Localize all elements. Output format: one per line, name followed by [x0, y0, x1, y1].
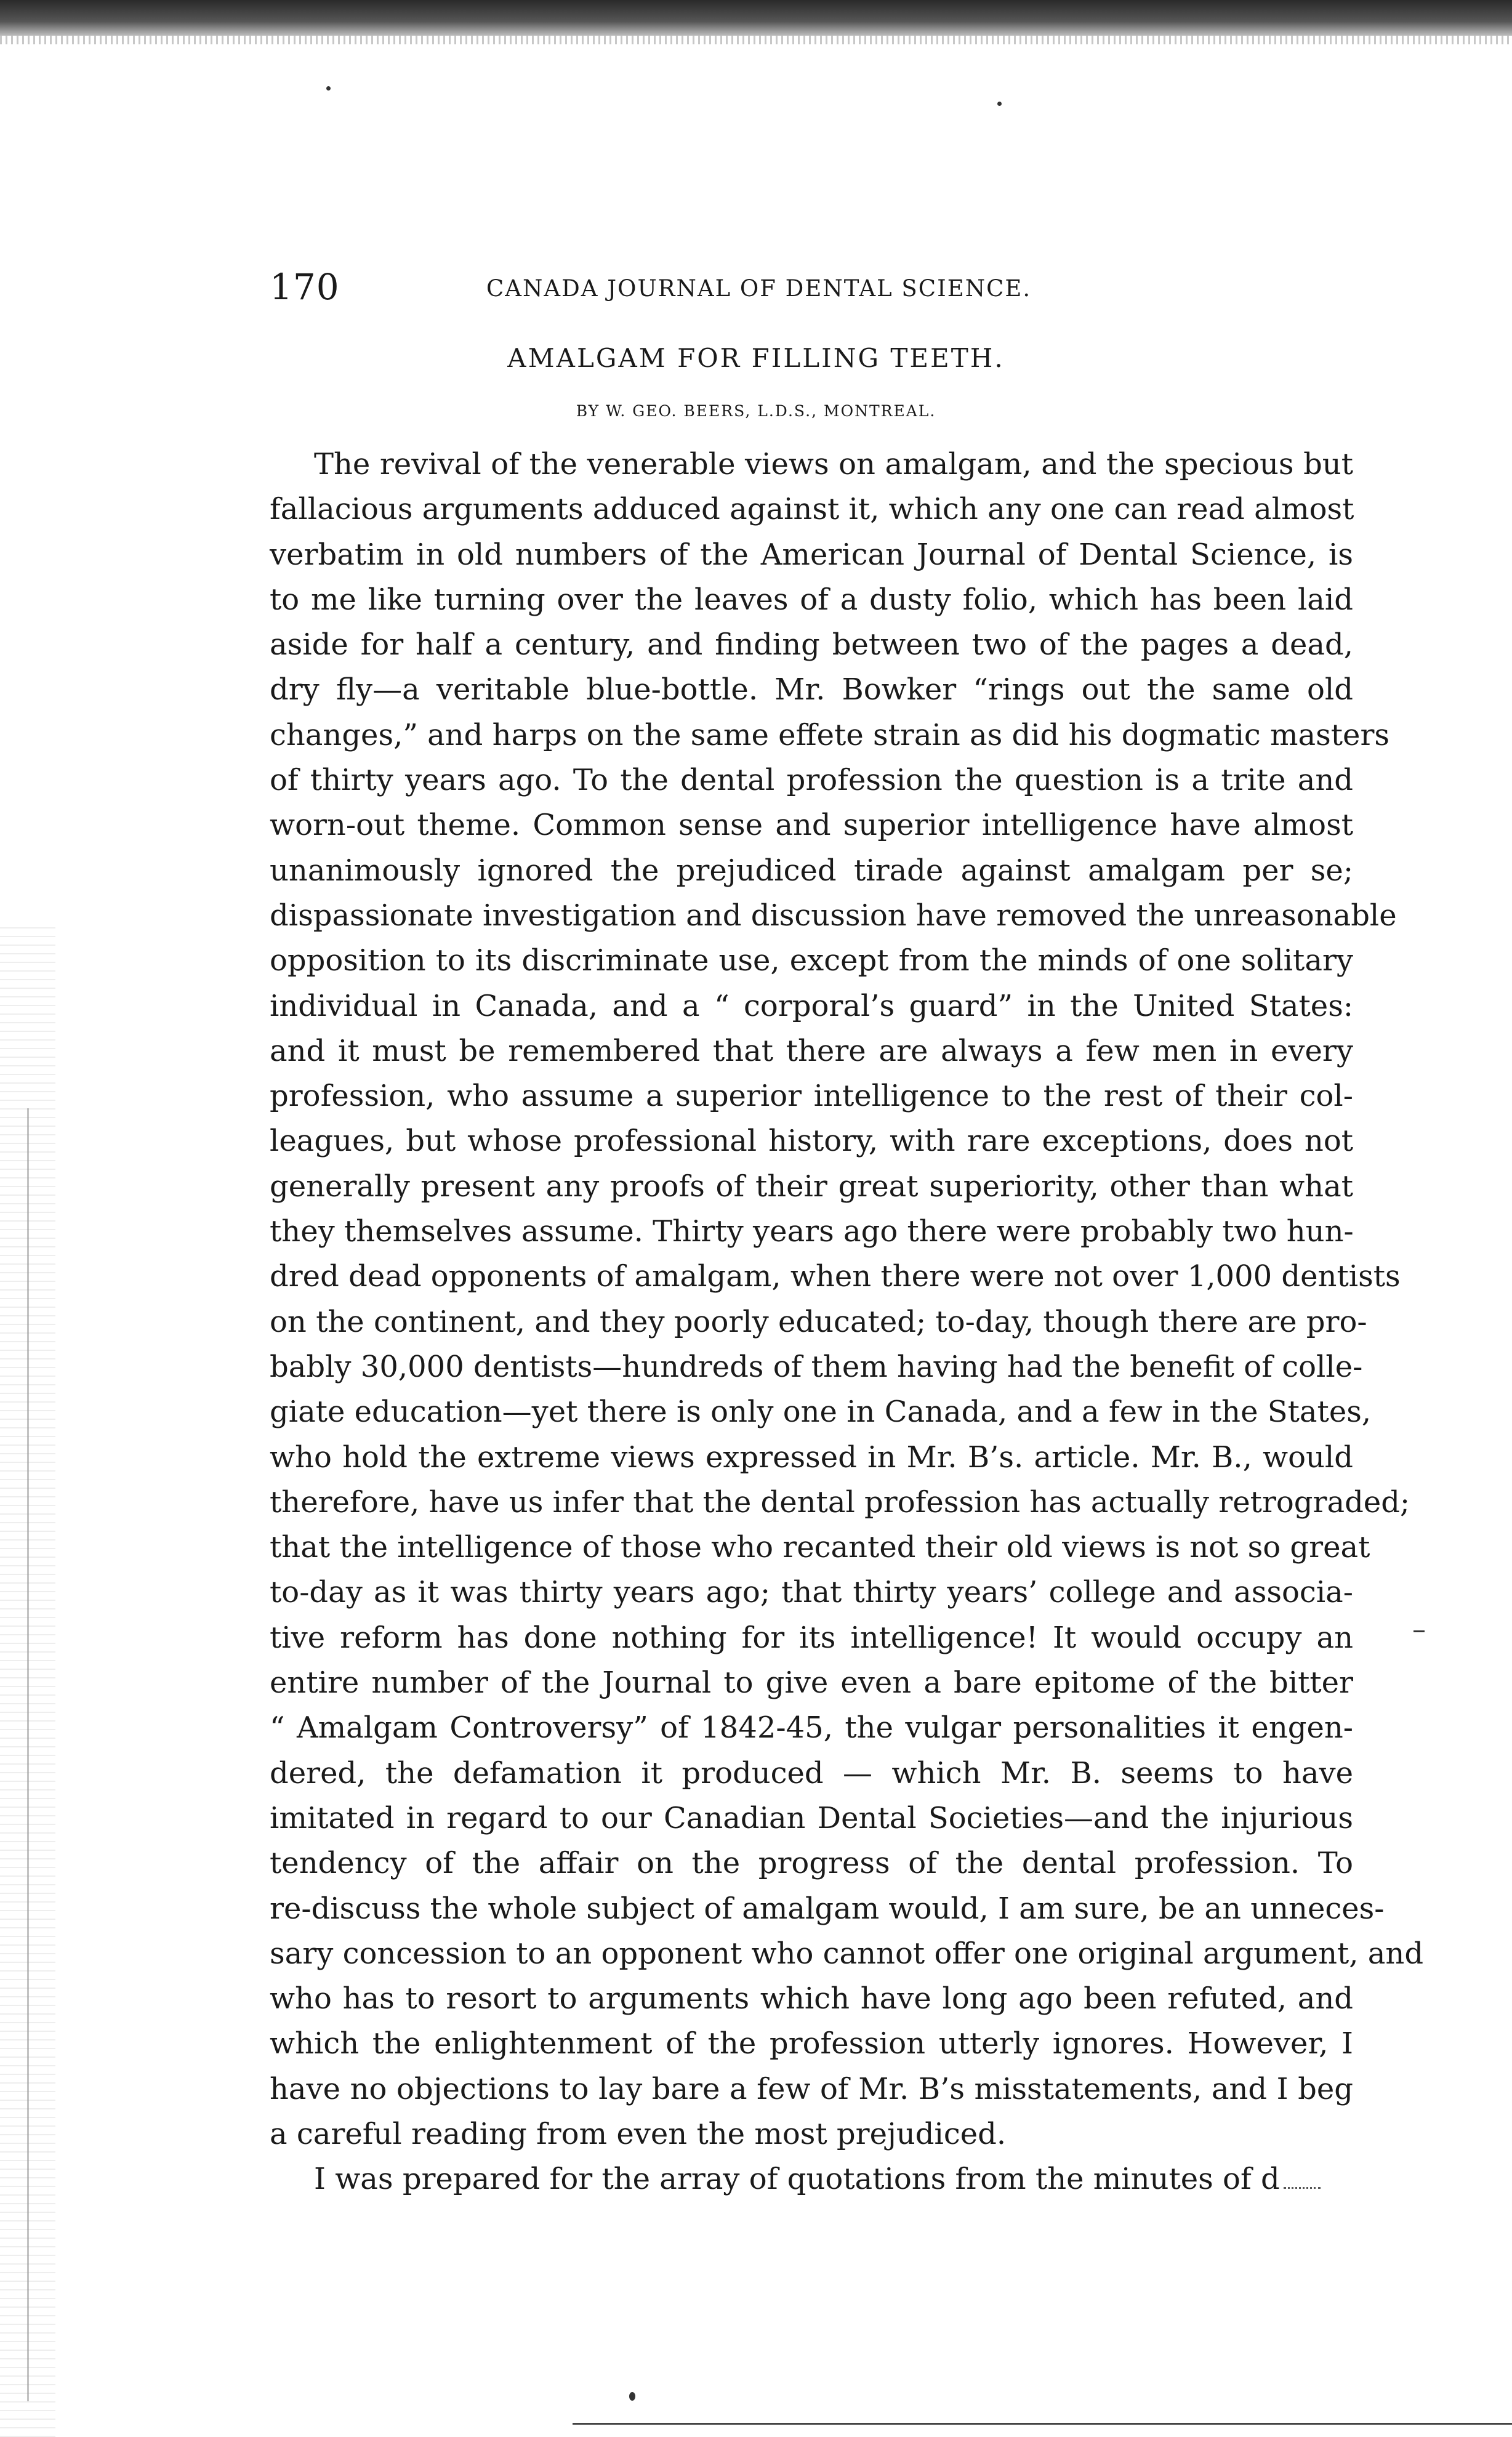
- text-line: tive reform has done nothing for its intelligence! It would occupy an: [270, 1620, 1353, 1655]
- text-line: profession, who assume a superior intelligence to the rest of their col-: [270, 1079, 1353, 1114]
- running-head: CANADA JOURNAL OF DENTAL SCIENCE.: [486, 275, 1032, 302]
- text-line: dispassionate investigation and discussion have removed the unreasonable: [270, 898, 1397, 933]
- text-line: a careful reading from even the most prejudiced.: [270, 2116, 1007, 2151]
- article-body: [270, 442, 1424, 2202]
- text-line: they themselves assume. Thirty years ago there were probably two hun-: [270, 1214, 1354, 1249]
- text-line: have no objections to lay bare a few of Mr. B’s misstatements, and I beg: [270, 2071, 1353, 2106]
- text-line: bably 30,000 dentists—hundreds of them having had the benefit of colle-: [270, 1349, 1363, 1384]
- article-byline: BY W. GEO. BEERS, L.D.S., MONTREAL.: [576, 402, 936, 420]
- text-line: giate education—yet there is only one in Canada, and a few in the States,: [270, 1395, 1372, 1430]
- scan-top-band: [0, 0, 1512, 36]
- text-line: that the intelligence of those who recanted their old views is not so great: [270, 1530, 1370, 1565]
- text-line: worn-out theme. Common sense and superior intelligence have almost: [270, 808, 1353, 843]
- text-line: The revival of the venerable views on amalgam, and the specious but: [314, 447, 1353, 481]
- text-line: tendency of the affair on the progress of the dental profession. To: [270, 1846, 1353, 1881]
- scan-speck: [326, 86, 331, 91]
- text-line: which the enlightenment of the profession utterly ignores. However, I: [270, 2026, 1353, 2061]
- text-line: “ Amalgam Controversy” of 1842-45, the vulgar personalities it engen-: [270, 1710, 1353, 1746]
- text-line-truncated: [270, 2157, 1353, 2202]
- illegible-tail-mark: [1284, 2169, 1321, 2189]
- text-line: re-discuss the whole subject of amalgam would, I am sure, be an unneces-: [270, 1891, 1385, 1926]
- text-line: and it must be remembered that there are always a few men in every: [270, 1033, 1353, 1068]
- scan-speck: [629, 2392, 635, 2401]
- text-line: individual in Canada, and a “ corporal’s guard” in the United States:: [270, 988, 1353, 1023]
- text-line: fallacious arguments adduced against it, which any one can read almost: [270, 492, 1354, 527]
- scan-bottom-rule: [573, 2423, 1512, 2425]
- scan-left-line: [27, 1108, 29, 2401]
- text-line: dered, the defamation it produced — which Mr. B. seems to have: [270, 1755, 1353, 1790]
- text-line: to-day as it was thirty years ago; that thirty years’ college and associa-: [270, 1575, 1353, 1610]
- text-line: who has to resort to arguments which have long ago been refuted, and: [270, 1981, 1353, 2016]
- scan-speck: [1413, 1630, 1425, 1632]
- text-line: dry fly—a veritable blue-bottle. Mr. Bowker “rings out the same old: [270, 672, 1353, 707]
- text-line: imitated in regard to our Canadian Dental Societies—and the injurious: [270, 1800, 1353, 1835]
- text-line-truncated-text: I was prepared for the array of quotations from the minutes of d: [314, 2162, 1280, 2197]
- text-line: entire number of the Journal to give even a bare epitome of the bitter: [270, 1666, 1353, 1701]
- text-line: aside for half a century, and finding between two of the pages a dead,: [270, 627, 1353, 663]
- page-number: 170: [270, 266, 340, 308]
- text-line: generally present any proofs of their great superiority, other than what: [270, 1169, 1353, 1204]
- text-line: on the continent, and they poorly educated; to-day, though there are pro-: [270, 1304, 1367, 1339]
- scan-top-band-edge: [0, 36, 1512, 44]
- article-title: AMALGAM FOR FILLING TEETH.: [507, 343, 1005, 373]
- text-line: verbatim in old numbers of the American Journal of Dental Science, is: [270, 537, 1353, 572]
- text-line: sary concession to an opponent who cannot offer one original argument, and: [270, 1936, 1424, 1971]
- text-line: to me like turning over the leaves of a dusty folio, which has been laid: [270, 582, 1353, 617]
- text-line: therefore, have us infer that the dental profession has actually retrograded;: [270, 1484, 1410, 1520]
- text-line: dred dead opponents of amalgam, when there were not over 1,000 dentists: [270, 1259, 1401, 1294]
- text-line: unanimously ignored the prejudiced tirade against amalgam per se;: [270, 853, 1353, 888]
- text-line: opposition to its discriminate use, except from the minds of one solitary: [270, 943, 1353, 978]
- text-line: who hold the extreme views expressed in Mr. B’s. article. Mr. B., would: [270, 1440, 1353, 1475]
- text-line: of thirty years ago. To the dental profession the question is a trite and: [270, 763, 1353, 798]
- scan-speck: [997, 102, 1002, 106]
- text-line: leagues, but whose professional history, with rare exceptions, does not: [270, 1124, 1353, 1159]
- text-line: changes,” and harps on the same effete strain as did his dogmatic masters: [270, 717, 1390, 752]
